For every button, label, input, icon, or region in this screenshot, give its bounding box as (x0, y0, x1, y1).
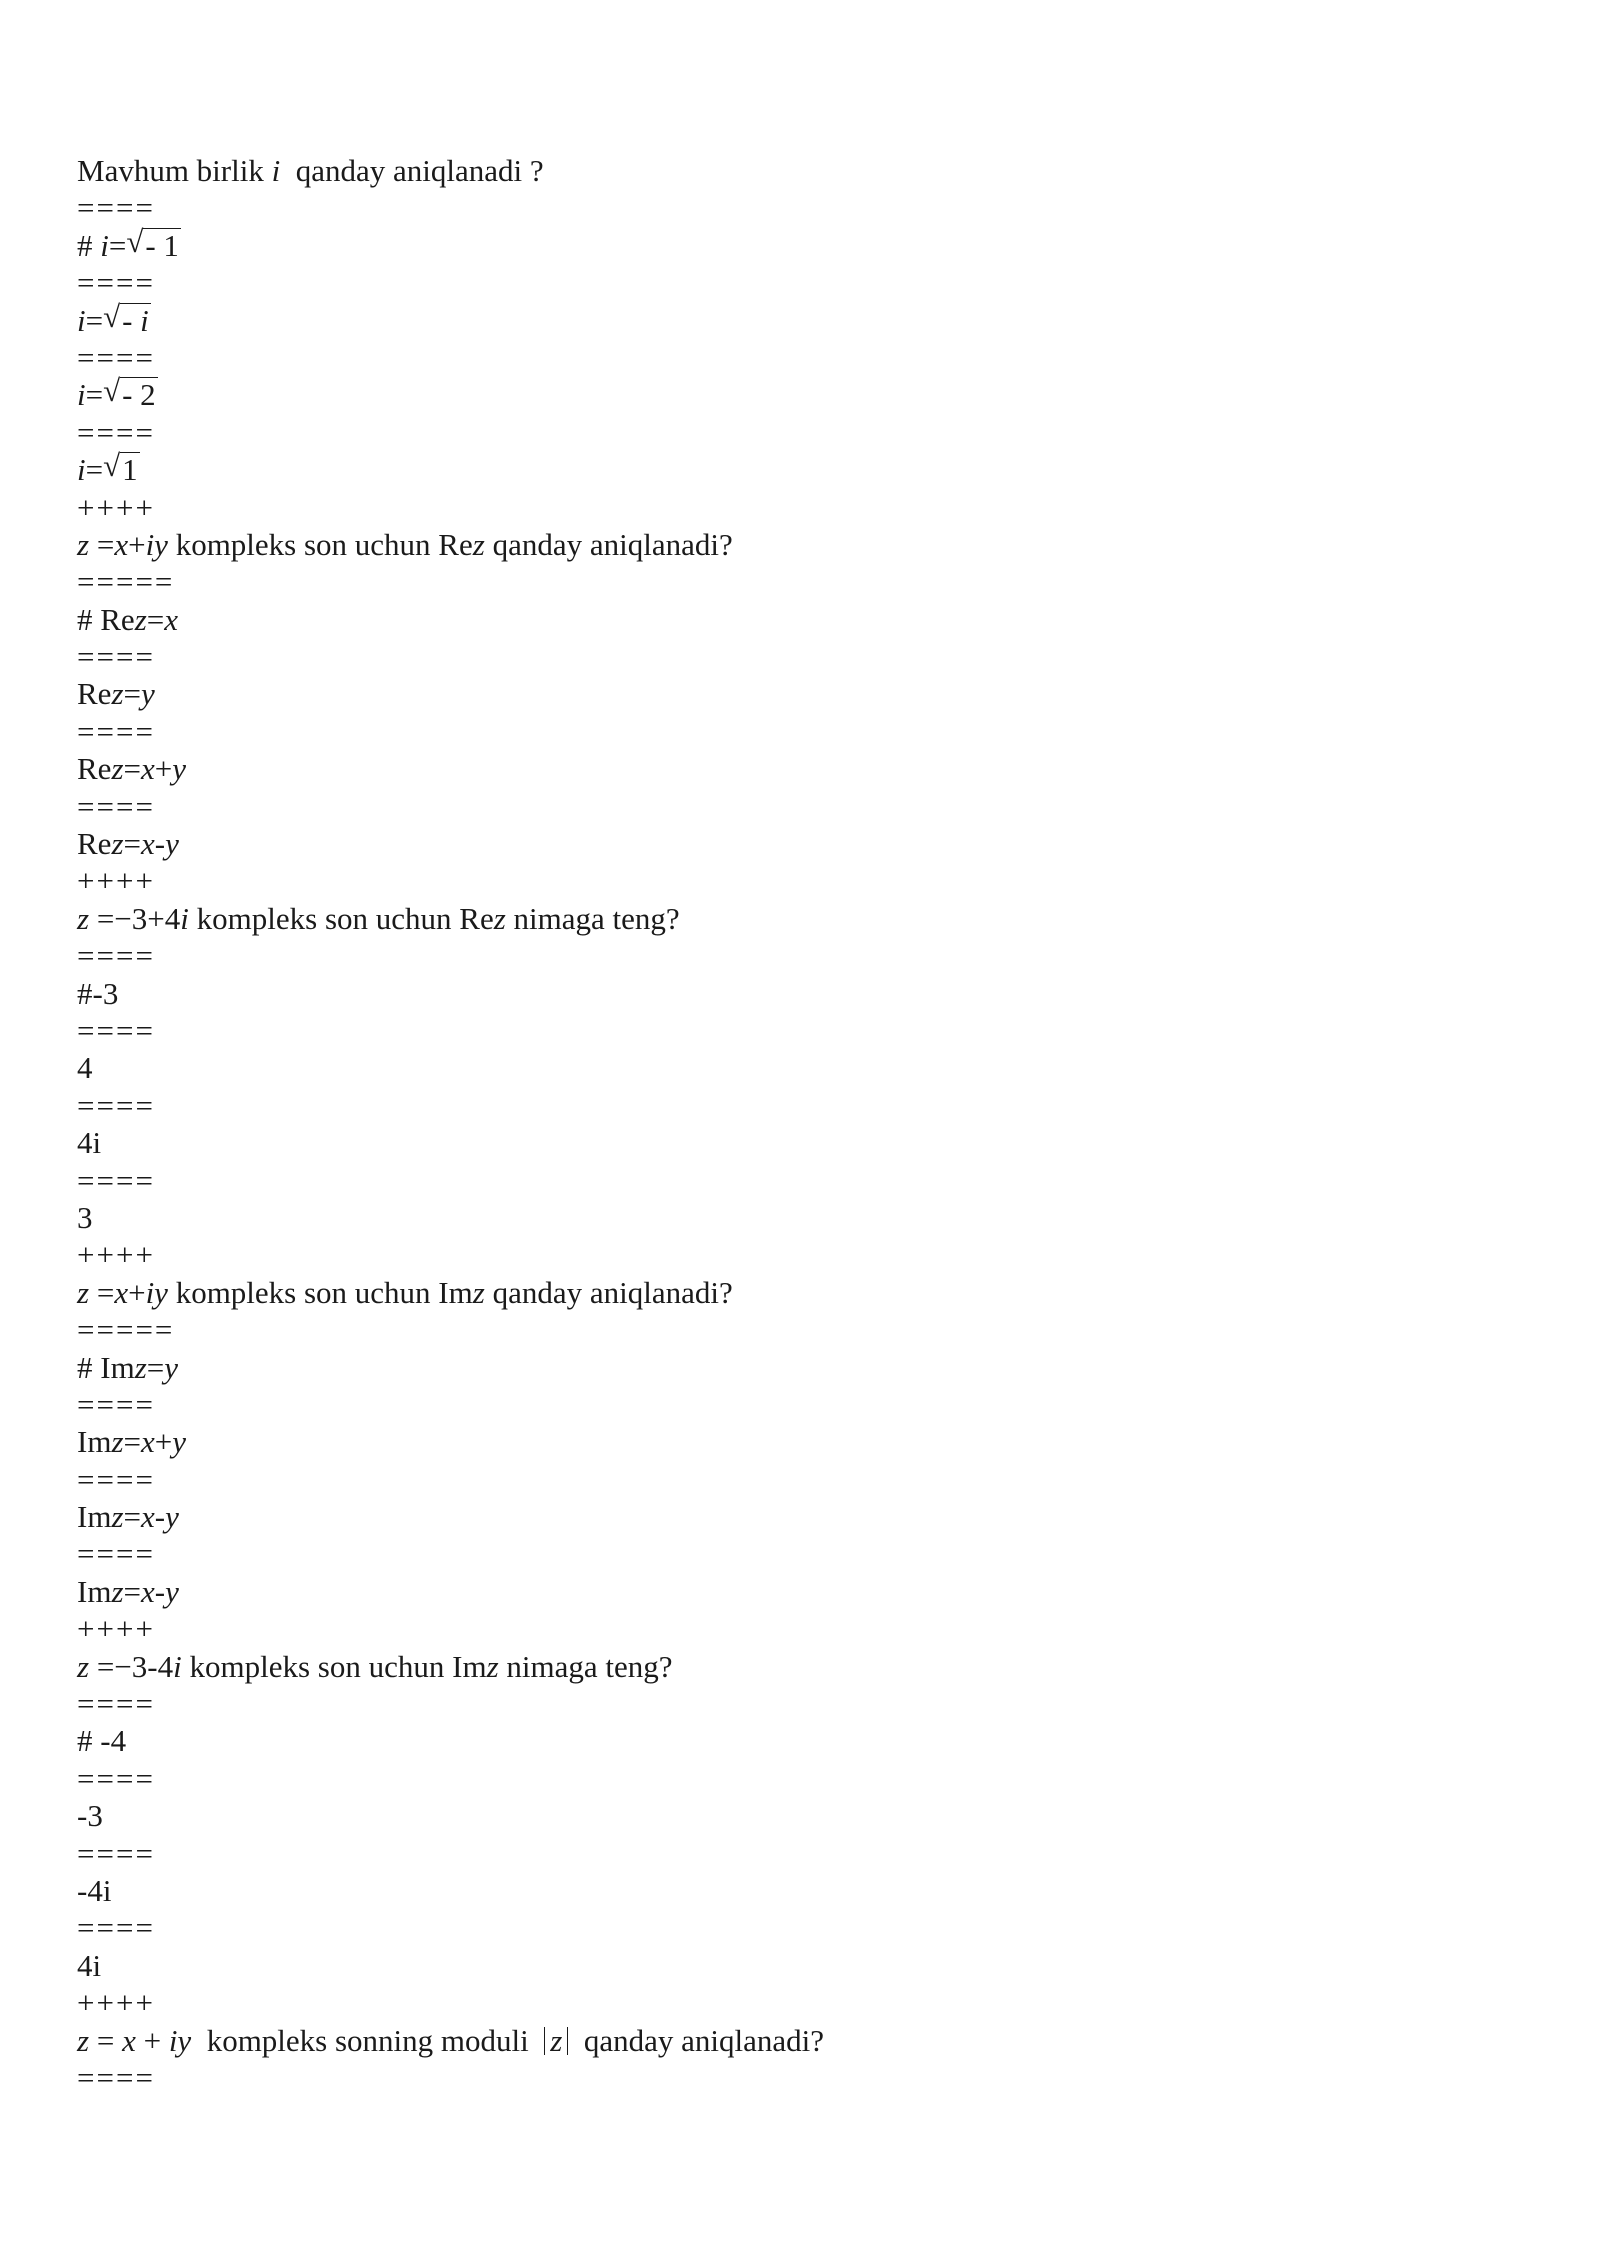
text-span: + (154, 1424, 173, 1460)
math-symbol: i (77, 302, 86, 338)
math-symbol: y (172, 1424, 187, 1460)
text-span: 4i (77, 1125, 102, 1161)
text-span: qanday aniqlanadi? (484, 1274, 733, 1310)
square-root (103, 452, 140, 488)
text-span: ==== (77, 265, 155, 301)
text-span: Mavhum birlik (77, 153, 272, 188)
math-symbol: z (111, 676, 124, 712)
text-span: ==== (77, 1686, 155, 1722)
text-line (77, 1872, 824, 1909)
abs-content: z (550, 2022, 563, 2058)
math-symbol: y (165, 826, 179, 862)
text-span: ==== (77, 1910, 155, 1946)
separator-line (77, 1012, 824, 1049)
separator-line (77, 1311, 824, 1348)
text-span: ==== (77, 1760, 155, 1796)
math-symbol: y (141, 676, 155, 712)
square-root (103, 303, 151, 336)
text-span: kompleks son uchun Im (181, 1648, 487, 1684)
text-span: ++++ (77, 863, 155, 899)
separator-line (77, 414, 824, 451)
text-span: ==== (77, 1012, 155, 1048)
math-symbol: z (486, 1648, 499, 1684)
text-line (77, 227, 824, 264)
math-symbol: i (271, 153, 281, 188)
separator-line (77, 862, 824, 899)
text-line (77, 526, 824, 563)
text-span: ==== (77, 639, 155, 675)
text-span: - (154, 1499, 166, 1535)
text-span: = (146, 601, 165, 637)
math-symbol: iy (168, 2022, 192, 2058)
text-span: = (123, 751, 141, 787)
math-symbol: z (77, 2022, 90, 2058)
text-span: qanday aniqlanadi? (484, 526, 733, 562)
text-span: =−3+4 (89, 900, 181, 936)
math-symbol: i (77, 452, 86, 488)
math-symbol: z (134, 1349, 147, 1385)
absolute-value (544, 2022, 568, 2058)
math-symbol: z (111, 826, 124, 862)
text-span: ++++ (77, 1611, 155, 1647)
text-span: ==== (77, 788, 155, 824)
text-line (77, 1648, 824, 1685)
quiz-text (77, 152, 824, 2096)
radicand: - 2 (122, 377, 156, 413)
text-span: = (123, 676, 141, 712)
math-symbol: z (77, 1274, 90, 1310)
text-span: 3 (77, 1199, 93, 1235)
text-line (77, 1349, 824, 1386)
text-span: ==== (77, 414, 155, 450)
separator-line (77, 1535, 824, 1572)
text-span: ===== (77, 564, 175, 600)
text-line (77, 601, 824, 638)
square-root (103, 377, 158, 413)
separator-line (77, 937, 824, 974)
text-span: ++++ (77, 1237, 155, 1273)
separator-line (77, 1685, 824, 1722)
text-span: kompleks sonning moduli (191, 2022, 545, 2058)
math-symbol: i (100, 227, 109, 263)
text-span: + (154, 751, 173, 787)
math-symbol: x (114, 1274, 129, 1310)
text-span: nimaga teng? (498, 1648, 673, 1684)
text-span: + (128, 1274, 146, 1310)
text-span: = (123, 826, 141, 862)
text-span: = (85, 377, 104, 413)
math-symbol: x (141, 1499, 155, 1535)
separator-line (77, 264, 824, 301)
math-symbol: y (172, 751, 187, 787)
text-line (77, 1199, 824, 1236)
text-span: # Re (77, 601, 135, 637)
text-span: ==== (77, 2059, 155, 2095)
text-line (77, 1573, 824, 1610)
text-line (77, 1722, 824, 1759)
text-span: ++++ (77, 489, 155, 525)
separator-line (77, 1909, 824, 1946)
text-span: = (123, 1499, 141, 1535)
text-span: = (146, 1349, 165, 1385)
radicand: - 1 (145, 227, 179, 263)
math-symbol: y (164, 1349, 179, 1385)
text-span: #-3 (77, 975, 119, 1011)
radicand: 1 (122, 452, 138, 488)
text-span: # -4 (77, 1723, 127, 1759)
text-line (77, 1797, 824, 1834)
text-line (77, 975, 824, 1012)
math-symbol: x (122, 2022, 136, 2058)
math-symbol: z (111, 1573, 124, 1609)
text-span: ==== (77, 1386, 155, 1422)
radicand: - i (122, 302, 149, 338)
math-symbol: x (141, 1573, 155, 1609)
text-span: + (128, 526, 146, 562)
text-span: = (123, 1573, 141, 1609)
text-span: Im (77, 1499, 112, 1535)
text-span: ==== (77, 1835, 155, 1871)
text-span: qanday aniqlanadi ? (280, 153, 544, 188)
separator-line (77, 563, 824, 600)
text-line (77, 302, 824, 339)
text-span: Re (77, 751, 112, 787)
text-line (77, 451, 824, 488)
math-symbol: iy (145, 1274, 168, 1310)
separator-line (77, 1835, 824, 1872)
text-span: ==== (77, 713, 155, 749)
text-span: Re (77, 826, 112, 862)
separator-line (77, 1984, 824, 2021)
math-symbol: z (77, 900, 90, 936)
text-span: + (135, 2022, 169, 2058)
separator-line (77, 489, 824, 526)
text-span: ==== (77, 938, 155, 974)
text-line (77, 1498, 824, 1535)
text-span: ==== (77, 1162, 155, 1198)
text-span: = (108, 227, 127, 263)
text-span: -4i (77, 1872, 112, 1908)
text-span: -3 (77, 1798, 103, 1834)
text-span: Im (77, 1573, 112, 1609)
separator-line (77, 2059, 824, 2096)
math-symbol: z (472, 526, 485, 562)
text-span: 4i (77, 1947, 102, 1983)
separator-line (77, 713, 824, 750)
text-span: kompleks son uchun Re (167, 526, 473, 562)
math-symbol: z (111, 1424, 124, 1460)
math-symbol: z (77, 526, 90, 562)
math-symbol: x (141, 1424, 155, 1460)
text-span: ==== (77, 339, 155, 375)
math-symbol: z (493, 900, 506, 936)
text-line (77, 152, 824, 189)
math-symbol: x (141, 751, 155, 787)
square-root (126, 228, 181, 261)
math-symbol: z (472, 1274, 485, 1310)
math-symbol: z (134, 601, 147, 637)
text-span: - (154, 826, 166, 862)
math-symbol: iy (145, 526, 168, 562)
text-span: kompleks son uchun Im (167, 1274, 473, 1310)
text-span: = (89, 526, 115, 562)
text-span: ==== (77, 190, 155, 226)
separator-line (77, 1461, 824, 1498)
text-span: = (89, 1274, 115, 1310)
text-line (77, 900, 824, 937)
math-symbol: y (165, 1499, 179, 1535)
math-symbol: y (165, 1573, 179, 1609)
text-span: =−3-4 (89, 1648, 174, 1684)
text-span: 4 (77, 1050, 93, 1086)
text-span: ==== (77, 1087, 155, 1123)
text-span: qanday aniqlanadi? (568, 2022, 824, 2058)
math-symbol: x (141, 826, 155, 862)
text-span: nimaga teng? (505, 900, 680, 936)
text-line (77, 750, 824, 787)
math-symbol: x (114, 526, 129, 562)
text-span: = (123, 1424, 141, 1460)
separator-line (77, 1610, 824, 1647)
separator-line (77, 189, 824, 226)
text-line (77, 1423, 824, 1460)
text-span: Im (77, 1424, 112, 1460)
math-symbol: z (111, 1499, 124, 1535)
text-span: ==== (77, 1461, 155, 1497)
text-line (77, 675, 824, 712)
text-span: ++++ (77, 1985, 155, 2021)
separator-line (77, 1087, 824, 1124)
separator-line (77, 1760, 824, 1797)
math-symbol: z (111, 751, 124, 787)
text-line (77, 1049, 824, 1086)
text-span: = (85, 302, 104, 338)
text-span: = (89, 2022, 123, 2058)
text-line (77, 376, 824, 413)
text-line (77, 1124, 824, 1161)
text-span: Re (77, 676, 112, 712)
math-symbol: i (173, 1648, 182, 1684)
text-span: ===== (77, 1312, 175, 1348)
text-line (77, 825, 824, 862)
text-span: = (85, 452, 104, 488)
text-span: # Im (77, 1349, 135, 1385)
text-span: - (154, 1573, 166, 1609)
separator-line (77, 1236, 824, 1273)
separator-line (77, 788, 824, 825)
text-line (77, 1274, 824, 1311)
math-symbol: i (77, 377, 86, 413)
separator-line (77, 638, 824, 675)
separator-line (77, 1162, 824, 1199)
text-span: ==== (77, 1536, 155, 1572)
text-line (77, 1947, 824, 1984)
text-span: # (77, 227, 101, 263)
text-span: kompleks son uchun Re (188, 900, 494, 936)
separator-line (77, 1386, 824, 1423)
math-symbol: i (180, 900, 189, 936)
math-symbol: z (77, 1648, 90, 1684)
separator-line (77, 339, 824, 376)
math-symbol: x (164, 601, 179, 637)
text-line (77, 2022, 824, 2059)
